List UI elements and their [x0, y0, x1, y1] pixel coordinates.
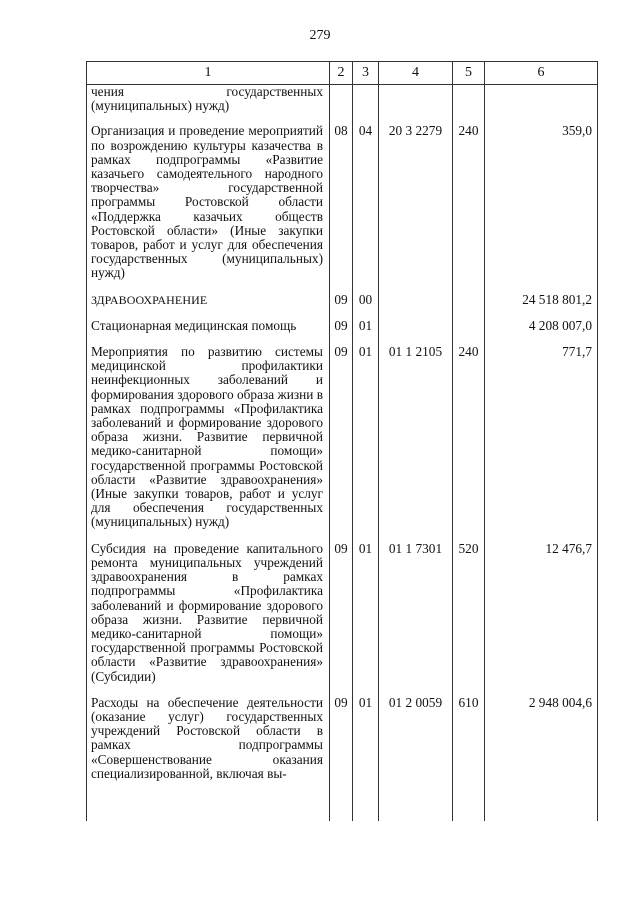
- row-subsection: [353, 85, 379, 121]
- column-header-3: 3: [353, 62, 379, 85]
- table-row: [87, 85, 598, 121]
- row-target-code: 01 2 0059: [379, 692, 453, 821]
- column-header-2: 2: [330, 62, 353, 85]
- row-target-code: 01 1 2105: [379, 341, 453, 538]
- row-expense-type: 520: [453, 538, 485, 692]
- row-description: Субсидия на проведение капитального ремонта муниципальных учреждений здравоохранения в рамках подпрограммы «Профилактика заболеваний и формирование здорового образа жизни. Развитие первичной медико-санитарной помощи» государственной программы Ростовской области «Развитие здравоохранения» (Субсидии): [87, 538, 330, 692]
- row-expense-type: 610: [453, 692, 485, 821]
- column-header-5: 5: [453, 62, 485, 85]
- row-section: 08: [330, 120, 353, 288]
- table-row: [87, 341, 598, 538]
- table-row: [87, 315, 598, 341]
- row-amount: 4 208 007,0: [485, 315, 598, 341]
- row-description: чения государственных (муниципальных) нужд): [87, 85, 330, 121]
- row-expense-type: [453, 85, 485, 121]
- row-amount: 359,0: [485, 120, 598, 288]
- row-amount: 771,7: [485, 341, 598, 538]
- column-header-6: 6: [485, 62, 598, 85]
- row-description: Стационарная медицинская помощь: [87, 315, 330, 341]
- row-subsection: 01: [353, 341, 379, 538]
- row-section: [330, 85, 353, 121]
- row-section: 09: [330, 692, 353, 821]
- row-expense-type: 240: [453, 120, 485, 288]
- row-subsection: 01: [353, 692, 379, 821]
- row-amount: 2 948 004,6: [485, 692, 598, 821]
- row-subsection: 04: [353, 120, 379, 288]
- row-description: ЗДРАВООХРАНЕНИЕ: [87, 289, 330, 315]
- row-subsection: 00: [353, 289, 379, 315]
- row-section: 09: [330, 315, 353, 341]
- row-amount: 12 476,7: [485, 538, 598, 692]
- row-section: 09: [330, 341, 353, 538]
- table-row: [87, 538, 598, 692]
- row-expense-type: 240: [453, 341, 485, 538]
- row-section: 09: [330, 538, 353, 692]
- row-subsection: 01: [353, 315, 379, 341]
- row-expense-type: [453, 315, 485, 341]
- page-number: 279: [309, 28, 331, 43]
- table-row: [87, 120, 598, 288]
- budget-table: [86, 61, 598, 821]
- row-amount: 24 518 801,2: [485, 289, 598, 315]
- row-target-code: [379, 289, 453, 315]
- row-description: Организация и проведение мероприятий по возрождению культуры казачества в рамках подпрограммы «Развитие казачьего самодеятельного народного творчества» государственной программы Ростовской области «Поддержка казачьих обществ Ростовской области» (Иные закупки товаров, работ и услуг для обеспечения государственных (муниципальных) нужд): [87, 120, 330, 288]
- row-section: 09: [330, 289, 353, 315]
- column-header-1: 1: [87, 62, 330, 85]
- row-target-code: 01 1 7301: [379, 538, 453, 692]
- row-subsection: 01: [353, 538, 379, 692]
- table-header-row: [87, 62, 598, 85]
- row-target-code: [379, 85, 453, 121]
- column-header-4: 4: [379, 62, 453, 85]
- table-row: [87, 289, 598, 315]
- table-row: [87, 692, 598, 821]
- row-amount: [485, 85, 598, 121]
- row-target-code: [379, 315, 453, 341]
- row-description: Мероприятия по развитию системы медицинской профилактики неинфекционных заболеваний и формирования здорового образа жизни в рамках подпрограммы «Профилактика заболеваний и формирование здорового образа жизни. Развитие первичной медико-санитарной помощи» государственной программы Ростовской области «Развитие здравоохранения» (Иные закупки товаров, работ и услуг для обеспечения государственных (муниципальных) нужд): [87, 341, 330, 538]
- row-description: Расходы на обеспечение деятельности (оказание услуг) государственных учреждений Ростовской области в рамках подпрограммы «Совершенствование оказания специализированной, включая вы-: [87, 692, 330, 821]
- row-target-code: 20 3 2279: [379, 120, 453, 288]
- row-expense-type: [453, 289, 485, 315]
